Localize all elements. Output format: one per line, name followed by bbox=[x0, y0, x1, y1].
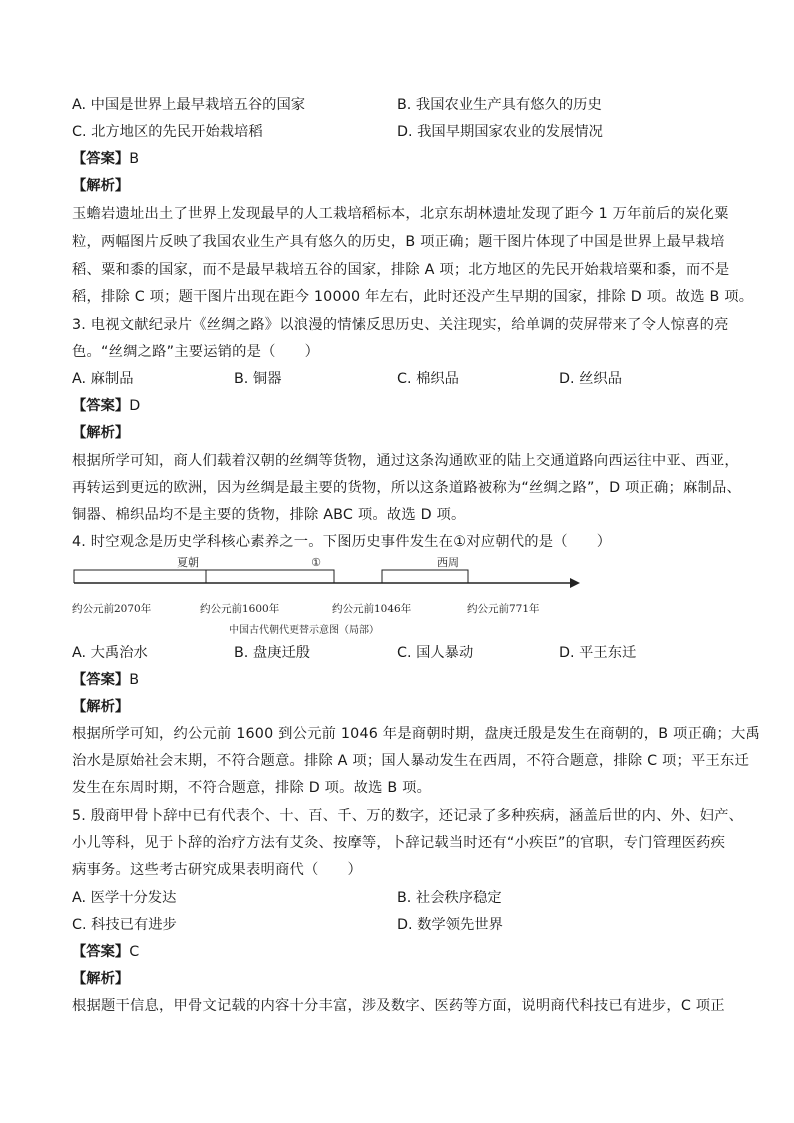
q2-analysis-line: 稻、粟和黍的国家，而不是最早栽培五谷的国家，排除 A 项；北方地区的先民开始栽培粟和黍，而不是 bbox=[72, 262, 730, 278]
q3-analysis-line: 再转运到更远的欧洲，因为丝绸是最主要的货物，所以这条道路被称为“丝绸之路”，D 项正确；麻制品、 bbox=[72, 480, 742, 496]
timeline-arrow bbox=[570, 578, 580, 588]
q5-option-b: B. 社会秩序稳定 bbox=[397, 890, 502, 906]
q3-stem-line: 3. 电视文献纪录片《丝绸之路》以浪漫的情愫反思历史、关注现实，给单调的荧屏带来了令人惊喜的亮 bbox=[72, 317, 729, 333]
q5-analysis-line: 根据题干信息，甲骨文记载的内容十分丰富，涉及数字、医药等方面，说明商代科技已有进步，C 项正 bbox=[72, 998, 725, 1014]
q4-option-c: C. 国人暴动 bbox=[397, 645, 474, 661]
answer-label: 【答案】 bbox=[72, 151, 130, 167]
analysis-label: 【解析】 bbox=[72, 178, 130, 194]
bracket-xia bbox=[74, 570, 206, 583]
q5-option-a: A. 医学十分发达 bbox=[72, 890, 177, 906]
date-label: 约公元前771年 bbox=[467, 603, 540, 615]
q5-stem-line: 小儿等科，见于卜辞的治疗方法有艾灸、按摩等，卜辞记载当时还有“小疾臣”的官职，专门管理医药疾 bbox=[72, 835, 726, 851]
q4-analysis-line: 根据所学可知，约公元前 1600 到公元前 1046 年是商朝时期，盘庚迁殷是发生在商朝的，B 项正确；大禹 bbox=[72, 726, 760, 742]
answer-label: 【答案】 bbox=[72, 944, 130, 960]
dynasty-timeline-figure bbox=[70, 554, 590, 640]
q2-analysis-line: 玉蟾岩遗址出土了世界上发现最早的人工栽培稻标本，北京东胡林遗址发现了距今 1 万年前后的炭化粟 bbox=[72, 206, 729, 222]
date-label: 约公元前1046年 bbox=[332, 603, 412, 615]
dynasty-label: 西周 bbox=[437, 556, 459, 569]
answer-value: D bbox=[129, 398, 141, 414]
bracket-shang bbox=[206, 570, 334, 583]
q5-stem-line: 5. 殷商甲骨卜辞中已有代表个、十、百、千、万的数字，还记录了多种疾病，涵盖后世的内、外、妇产、 bbox=[72, 808, 744, 824]
q2-analysis-label bbox=[72, 176, 129, 196]
q2-option-c: C. 北方地区的先民开始栽培稻 bbox=[72, 124, 263, 140]
analysis-label: 【解析】 bbox=[72, 425, 130, 441]
answer-label: 【答案】 bbox=[72, 398, 130, 414]
q4-stem: 4. 时空观念是历史学科核心素养之一。下图历史事件发生在①对应朝代的是（ ） bbox=[72, 534, 612, 550]
q3-option-b: B. 铜器 bbox=[234, 371, 282, 387]
q4-analysis-line: 发生在东周时期，不符合题意，排除 D 项。故选 B 项。 bbox=[72, 780, 432, 796]
q3-stem-line: 色。“丝绸之路”主要运销的是（ ） bbox=[72, 344, 320, 360]
date-label: 约公元前1600年 bbox=[200, 603, 280, 615]
q4-option-b: B. 盘庚迁殷 bbox=[234, 645, 311, 661]
q2-answer bbox=[72, 149, 139, 169]
q5-option-c: C. 科技已有进步 bbox=[72, 917, 177, 933]
answer-value: B bbox=[129, 672, 139, 688]
analysis-label: 【解析】 bbox=[72, 699, 130, 715]
answer-value: B bbox=[129, 151, 139, 167]
q2-analysis-line: 稻，排除 C 项；题干图片出现在距今 10000 年左右，此时还没产生早期的国家，排除 D 项。故选 B 项。 bbox=[72, 289, 754, 305]
q3-answer bbox=[72, 396, 140, 416]
q5-stem-line: 病事务。这些考古研究成果表明商代（ ） bbox=[72, 862, 362, 878]
q5-option-d: D. 数学领先世界 bbox=[397, 917, 503, 933]
q3-option-d: D. 丝织品 bbox=[559, 371, 622, 387]
q4-analysis-line: 治水是原始社会末期，不符合题意。排除 A 项；国人暴动发生在西周，不符合题意，排除 C 项；平王东迁 bbox=[72, 753, 749, 769]
q5-analysis-label bbox=[72, 969, 129, 989]
q3-analysis-line: 根据所学可知，商人们载着汉朝的丝绸等货物，通过这条沟通欧亚的陆上交通道路向西运往中亚、西亚， bbox=[72, 453, 739, 469]
q2-option-a: A. 中国是世界上最早栽培五谷的国家 bbox=[72, 97, 306, 113]
analysis-label: 【解析】 bbox=[72, 971, 130, 987]
q3-analysis-line: 铜器、棉织品均不是主要的货物，排除 ABC 项。故选 D 项。 bbox=[72, 507, 466, 523]
q2-analysis-line: 粒，两幅图片反映了我国农业生产具有悠久的历史，B 项正确；题干图片体现了中国是世界上最早栽培 bbox=[72, 234, 725, 250]
q3-option-a: A. 麻制品 bbox=[72, 371, 134, 387]
q2-option-b: B. 我国农业生产具有悠久的历史 bbox=[397, 97, 602, 113]
date-label: 约公元前2070年 bbox=[72, 603, 152, 615]
q4-analysis-label bbox=[72, 697, 129, 717]
q2-option-d: D. 我国早期国家农业的发展情况 bbox=[397, 124, 603, 140]
q4-answer bbox=[72, 670, 139, 690]
q4-option-d: D. 平王东迁 bbox=[559, 645, 637, 661]
dynasty-label: ① bbox=[311, 556, 321, 569]
dynasty-label: 夏朝 bbox=[177, 556, 199, 569]
bracket-xizhou bbox=[382, 570, 468, 583]
figure-caption: 中国古代朝代更替示意图（局部） bbox=[229, 625, 379, 636]
answer-value: C bbox=[129, 944, 140, 960]
q3-analysis-label bbox=[72, 423, 129, 443]
q3-option-c: C. 棉织品 bbox=[397, 371, 459, 387]
q4-option-a: A. 大禹治水 bbox=[72, 645, 148, 661]
q5-answer bbox=[72, 942, 139, 962]
answer-label: 【答案】 bbox=[72, 672, 130, 688]
